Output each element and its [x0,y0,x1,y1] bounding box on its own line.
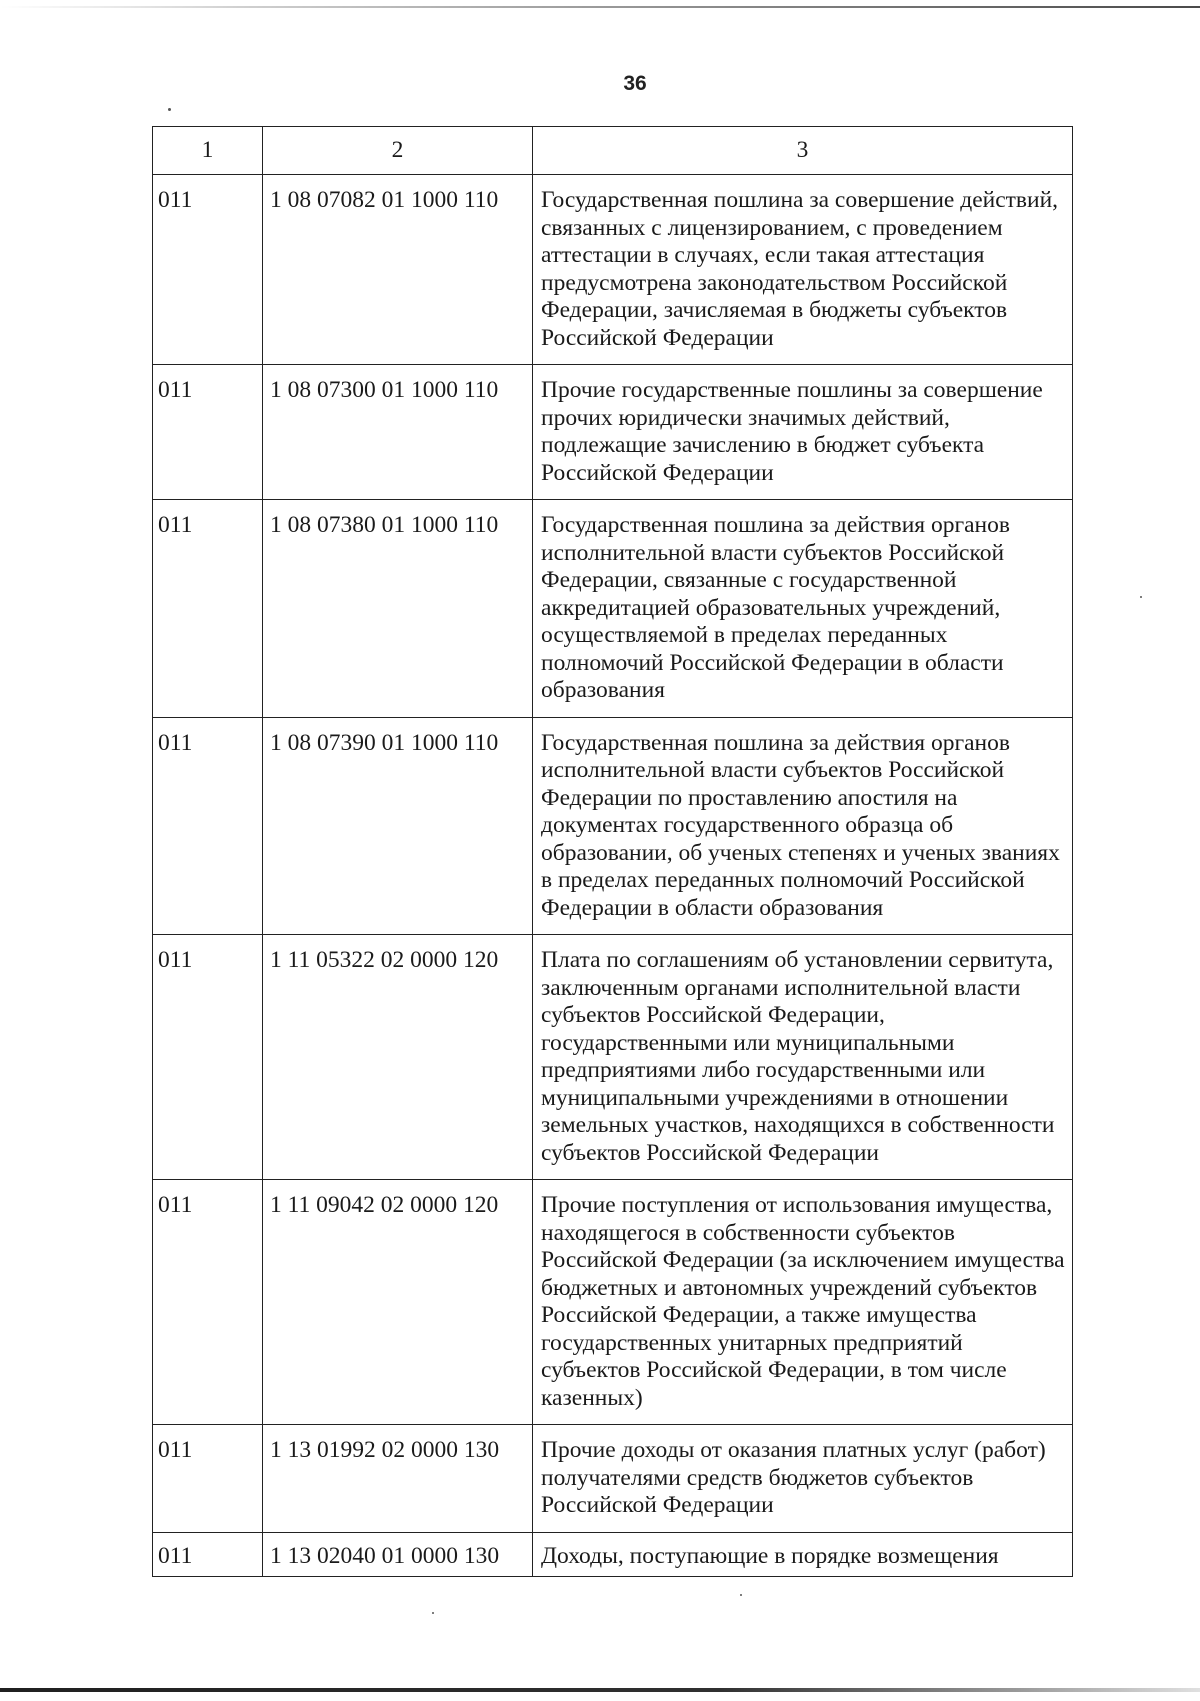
scan-speck [740,1594,742,1596]
table-row [153,1532,1073,1577]
scan-speck [1140,596,1142,598]
kbk-code-cell: 1 08 07390 01 1000 110 [263,717,533,935]
admin-code-cell: 011 [153,500,263,718]
admin-code-cell: 011 [153,1180,263,1425]
description-cell: Государственная пошлина за действия органов исполнительной власти субъектов Российской Федерации, связанные с государственной аккредитацией образовательных учреждений, осуществляемой в пределах переданных полномочий Российской Федерации в области образования [533,500,1073,718]
admin-code-cell: 011 [153,717,263,935]
column-header-3: 3 [533,127,1073,175]
revenue-codes-table [152,126,1073,1577]
admin-code-cell: 011 [153,365,263,500]
scan-top-edge [0,6,1200,8]
table-row [153,365,1073,500]
scan-speck [432,1612,434,1614]
kbk-code-cell: 1 08 07300 01 1000 110 [263,365,533,500]
admin-code-cell: 011 [153,935,263,1180]
description-cell: Государственная пошлина за действия органов исполнительной власти субъектов Российской Федерации по проставлению апостиля на документах государственного образца об образовании, об ученых степенях и ученых званиях в пределах переданных полномочий Российской Федерации в области образования [533,717,1073,935]
kbk-code-cell: 1 08 07082 01 1000 110 [263,175,533,365]
table-row [153,175,1073,365]
admin-code-cell: 011 [153,1425,263,1533]
table-row [153,935,1073,1180]
table-row [153,717,1073,935]
description-cell: Государственная пошлина за совершение действий, связанных с лицензированием, с проведением аттестации в случаях, если такая аттестация предусмотрена законодательством Российской Федерации, зачисляемая в бюджеты субъектов Российской Федерации [533,175,1073,365]
scan-speck [168,108,171,111]
kbk-code-cell: 1 13 01992 02 0000 130 [263,1425,533,1533]
description-cell: Плата по соглашениям об установлении сервитута, заключенным органами исполнительной власти субъектов Российской Федерации, государственными или муниципальными предприятиями либо государственными или муниципальными учреждениями в отношении земельных участков, находящихся в собственности субъектов Российской Федерации [533,935,1073,1180]
page-number: 36 [623,72,647,95]
description-cell: Прочие доходы от оказания платных услуг (работ) получателями средств бюджетов субъектов Российской Федерации [533,1425,1073,1533]
table-row [153,1425,1073,1533]
admin-code-cell: 011 [153,1532,263,1577]
description-cell: Доходы, поступающие в порядке возмещения [533,1532,1073,1577]
column-header-1: 1 [153,127,263,175]
scan-bottom-edge [0,1688,1200,1692]
table-row [153,500,1073,718]
kbk-code-cell: 1 08 07380 01 1000 110 [263,500,533,718]
admin-code-cell: 011 [153,175,263,365]
column-header-2: 2 [263,127,533,175]
description-cell: Прочие поступления от использования имущества, находящегося в собственности субъектов Российской Федерации (за исключением имущества бюджетных и автономных учреждений субъектов Российской Федерации, а также имущества государственных унитарных предприятий субъектов Российской Федерации, в том числе казенных) [533,1180,1073,1425]
table-row [153,1180,1073,1425]
description-cell: Прочие государственные пошлины за совершение прочих юридически значимых действий, подлежащие зачислению в бюджет субъекта Российской Федерации [533,365,1073,500]
kbk-code-cell: 1 11 09042 02 0000 120 [263,1180,533,1425]
table-header-row [153,127,1073,175]
kbk-code-cell: 1 13 02040 01 0000 130 [263,1532,533,1577]
kbk-code-cell: 1 11 05322 02 0000 120 [263,935,533,1180]
